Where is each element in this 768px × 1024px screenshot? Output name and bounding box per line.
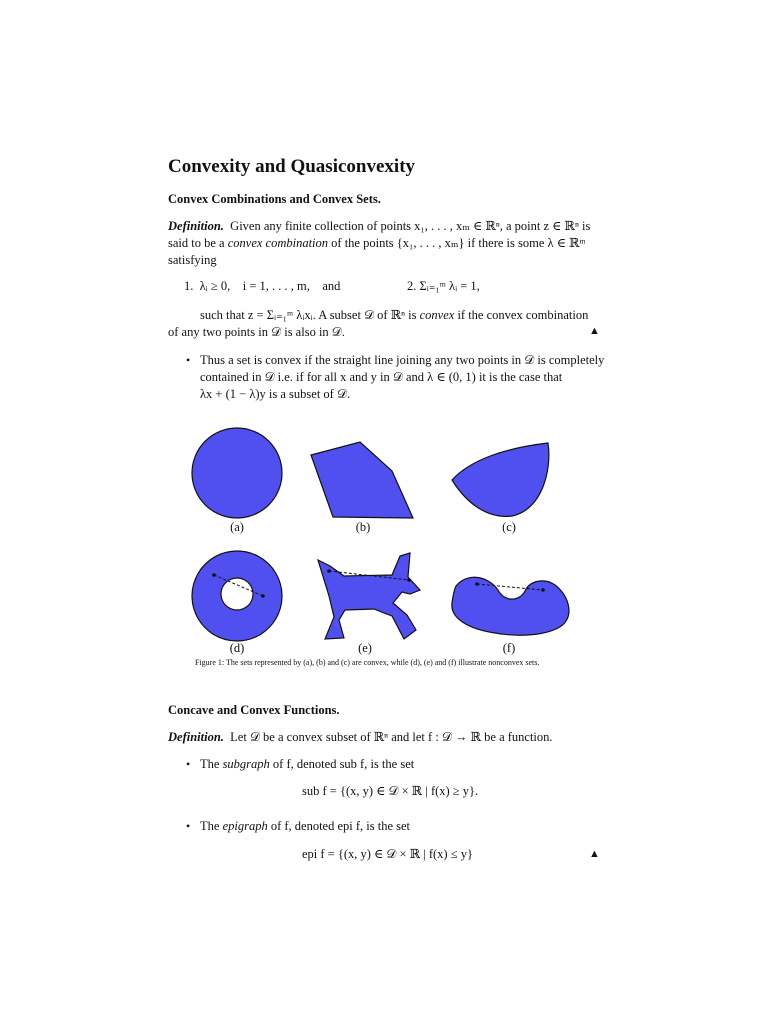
- shape-f-point-1: [475, 582, 479, 586]
- shape-d-annulus: [192, 551, 282, 641]
- bullet-line-1: Thus a set is convex if the straight line joining any two points in 𝒟 is completely: [200, 353, 605, 367]
- qed-triangle-1: ▲: [589, 325, 600, 337]
- subgraph-text-a: The: [200, 757, 223, 771]
- shape-c-teardrop: [452, 443, 549, 516]
- figure-label-f: (f): [502, 641, 516, 655]
- bullet-icon: •: [186, 353, 191, 367]
- condition-2: 2. Σᵢ₌₁ᵐ λᵢ = 1,: [407, 279, 480, 293]
- figure-label-c: (c): [502, 520, 516, 534]
- epigraph-text-a: The: [200, 819, 223, 833]
- definition-function: [168, 729, 553, 746]
- definition-line-2-part-b: of the points {x₁, . . . , xₘ} if there is some λ ∈ ℝᵐ: [328, 236, 586, 250]
- such-that-part-a: such that z = Σᵢ₌₁ᵐ λᵢxᵢ. A subset 𝒟 of ℝⁿ is: [200, 308, 420, 322]
- bullet-line-3: λx + (1 − λ)y is a subset of 𝒟.: [200, 387, 351, 401]
- term-subgraph: subgraph: [222, 757, 270, 771]
- qed-triangle-2: ▲: [589, 848, 600, 860]
- shape-e-dog: [318, 553, 420, 639]
- bullet-line-2: contained in 𝒟 i.e. if for all x and y in 𝒟 and λ ∈ (0, 1) it is the case that: [200, 370, 563, 384]
- shape-a-disk: [192, 428, 282, 518]
- bullet-icon: •: [186, 757, 191, 771]
- definition-label: Definition.: [168, 219, 224, 233]
- shape-f-point-2: [541, 588, 545, 592]
- definition-label-2: Definition.: [168, 730, 224, 744]
- shape-d-point-1: [212, 573, 216, 577]
- figure-label-a: (a): [230, 520, 244, 534]
- such-that-part-b: if the convex combination: [454, 308, 589, 322]
- definition-line-2-part-a: said to be a: [168, 236, 228, 250]
- definition-line-3: satisfying: [168, 253, 217, 267]
- formula-epigraph: epi f = {(x, y) ∈ 𝒟 × ℝ | f(x) ≤ y}: [302, 847, 473, 861]
- section-heading-convex-sets: Convex Combinations and Convex Sets.: [168, 192, 381, 206]
- shape-e-point-2: [407, 578, 411, 582]
- figure-label-e: (e): [358, 641, 372, 655]
- definition-function-text: Let 𝒟 be a convex subset of ℝⁿ and let f : 𝒟 → ℝ be a function.: [230, 730, 553, 744]
- shape-d-point-2: [261, 594, 265, 598]
- term-convex: convex: [419, 308, 455, 322]
- term-epigraph: epigraph: [222, 819, 268, 833]
- section-heading-concave-convex: Concave and Convex Functions.: [168, 703, 340, 717]
- figure-label-b: (b): [355, 520, 371, 534]
- bullet-icon: •: [186, 819, 191, 833]
- figure-caption: Figure 1: The sets represented by (a), (b) and (c) are convex, while (d), (e) and (f) illustrate nonconvex sets.: [195, 658, 540, 667]
- shape-f-blob: [452, 577, 569, 635]
- term-convex-combination: convex combination: [227, 236, 329, 250]
- shape-e-point-1: [327, 569, 331, 573]
- definition-line-1: Given any finite collection of points x₁, . . . , xₘ ∈ ℝⁿ, a point z ∈ ℝⁿ is: [230, 219, 591, 233]
- page-title: Convexity and Quasiconvexity: [168, 156, 416, 177]
- condition-1: 1. λᵢ ≥ 0, i = 1, . . . , m, and: [184, 279, 341, 293]
- subgraph-text-b: of f, denoted sub f, is the set: [269, 757, 415, 771]
- bullet-subgraph: [200, 756, 414, 773]
- bullet-epigraph: [200, 818, 410, 835]
- formula-subgraph: sub f = {(x, y) ∈ 𝒟 × ℝ | f(x) ≥ y}.: [302, 784, 479, 798]
- epigraph-text-b: of f, denoted epi f, is the set: [267, 819, 411, 833]
- shape-b-polygon: [311, 442, 413, 518]
- such-that-line-2: of any two points in 𝒟 is also in 𝒟.: [168, 325, 345, 339]
- figure-label-d: (d): [229, 641, 245, 655]
